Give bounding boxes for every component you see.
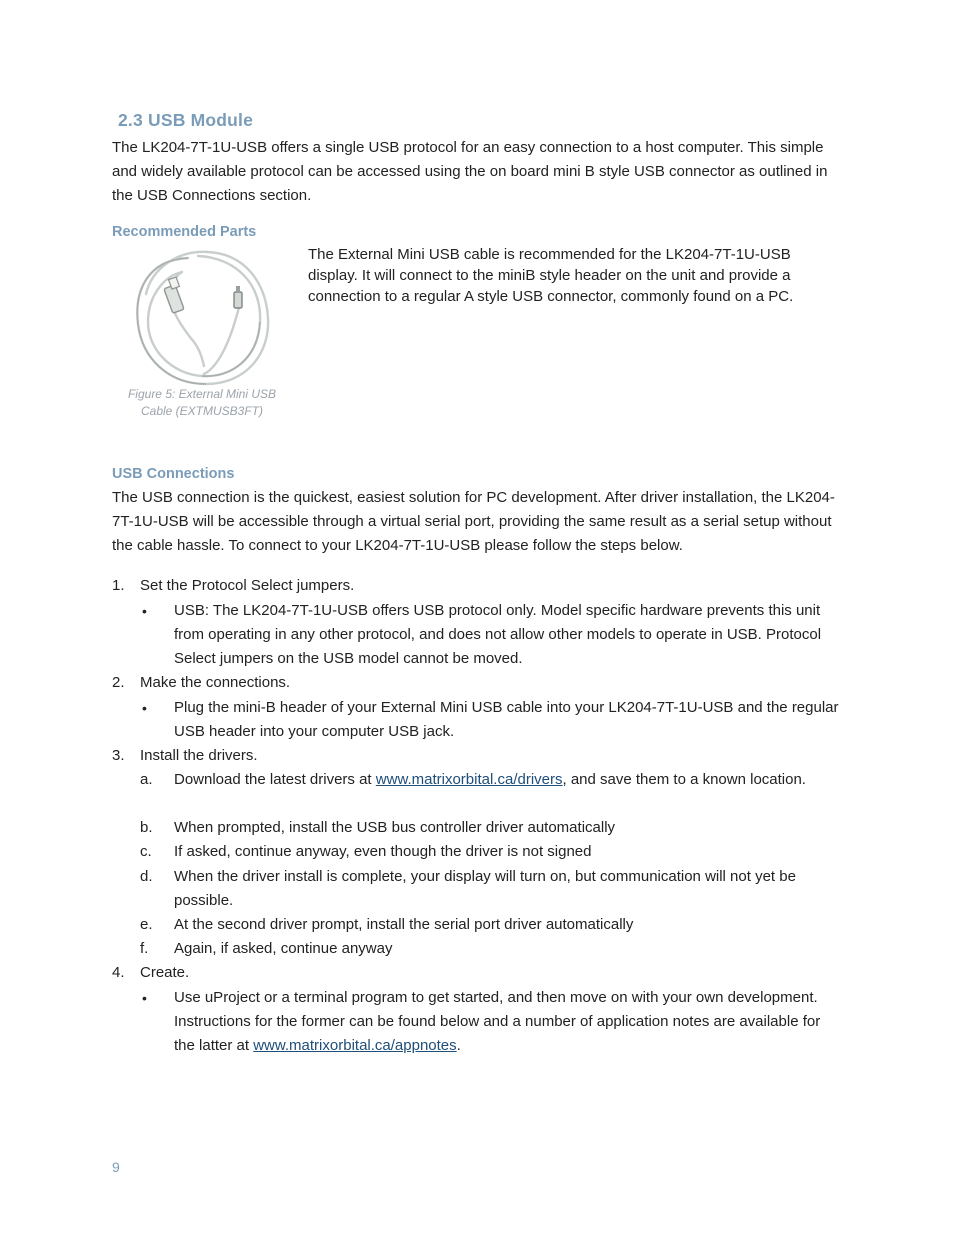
sub-step-text: When prompted, install the USB bus controller driver automatically: [174, 819, 616, 836]
step-text: Make the connections.: [140, 674, 291, 691]
recommended-parts-description: The External Mini USB cable is recommended for the LK204-7T-1U-USB display. It will connect to the miniB style header on the unit and provide a connection to a regular A style USB connector, commonly found on a PC.: [308, 246, 794, 305]
bullet-marker: •: [142, 603, 147, 619]
sub-step-text-part: , and save them to a known location.: [562, 771, 806, 788]
sub-step-text: Again, if asked, continue anyway: [174, 940, 393, 957]
bullet-marker: •: [142, 990, 147, 1006]
figure-caption: [114, 386, 290, 420]
sub-step-text-part: Download the latest drivers at: [174, 771, 376, 788]
drivers-link[interactable]: www.matrixorbital.ca/drivers: [375, 771, 563, 788]
step-number: 4.: [112, 964, 125, 981]
sub-step-marker: b.: [140, 819, 153, 836]
sub-step-marker: e.: [140, 916, 153, 933]
section-title: 2.3 USB Module: [118, 110, 254, 130]
sub-step-text-part: Use uProject or a terminal program to get started, and then move on with your own development. Instructions for the former can be found below and a number of application notes are available for the latter at: [174, 989, 821, 1054]
sub-step-text: If asked, continue anyway, even though the driver is not signed: [174, 843, 592, 860]
sub-step-text: [174, 986, 842, 1058]
section-intro: The LK204-7T-1U-USB offers a single USB protocol for an easy connection to a host computer. This simple and widely available protocol can be accessed using the on board mini B style USB connector as outlined in the USB Connections section.: [112, 139, 828, 204]
usb-connections-intro: The USB connection is the quickest, easiest solution for PC development. After driver installation, the LK204-7T-1U-USB will be accessible through a virtual serial port, providing the same result as a serial setup without the cable hassle. To connect to your LK204-7T-1U-USB please follow the steps below.: [112, 489, 835, 554]
step-text: Set the Protocol Select jumpers.: [140, 577, 355, 594]
usb-connections-heading: USB Connections: [112, 466, 235, 482]
sub-step-text: When the driver install is complete, your display will turn on, but communication will not yet be possible.: [174, 868, 796, 909]
figure-caption-line-1: Figure 5: External Mini USB: [127, 387, 277, 401]
page-number: 9: [112, 1159, 120, 1175]
figure-caption-line-2: Cable (EXTMUSB3FT): [140, 404, 264, 418]
sub-step-text: At the second driver prompt, install the serial port driver automatically: [174, 916, 634, 933]
bullet-marker: •: [142, 700, 147, 716]
sub-step-marker: d.: [140, 868, 153, 885]
step-number: 1.: [112, 577, 125, 594]
recommended-parts-heading: Recommended Parts: [112, 224, 257, 240]
sub-step-text: USB: The LK204-7T-1U-USB offers USB protocol only. Model specific hardware prevents this unit from operating in any other protocol, and does not allow other models to operate in USB. Protocol Select jumpers on the USB model cannot be moved.: [174, 602, 822, 667]
sub-step-marker: c.: [140, 843, 152, 860]
step-number: 2.: [112, 674, 125, 691]
usb-cable-image: [128, 246, 278, 390]
step-text: Install the drivers.: [140, 747, 258, 764]
step-text: Create.: [140, 964, 190, 981]
sub-step-text-part: .: [456, 1037, 461, 1054]
sub-step-text: Plug the mini-B header of your External Mini USB cable into your LK204-7T-1U-USB and the regular USB header into your computer USB jack.: [174, 699, 839, 740]
appnotes-link[interactable]: www.matrixorbital.ca/appnotes: [253, 1037, 457, 1054]
sub-step-marker: f.: [140, 940, 149, 957]
sub-step-text: [174, 768, 842, 792]
sub-step-marker: a.: [140, 771, 153, 788]
step-number: 3.: [112, 747, 125, 764]
